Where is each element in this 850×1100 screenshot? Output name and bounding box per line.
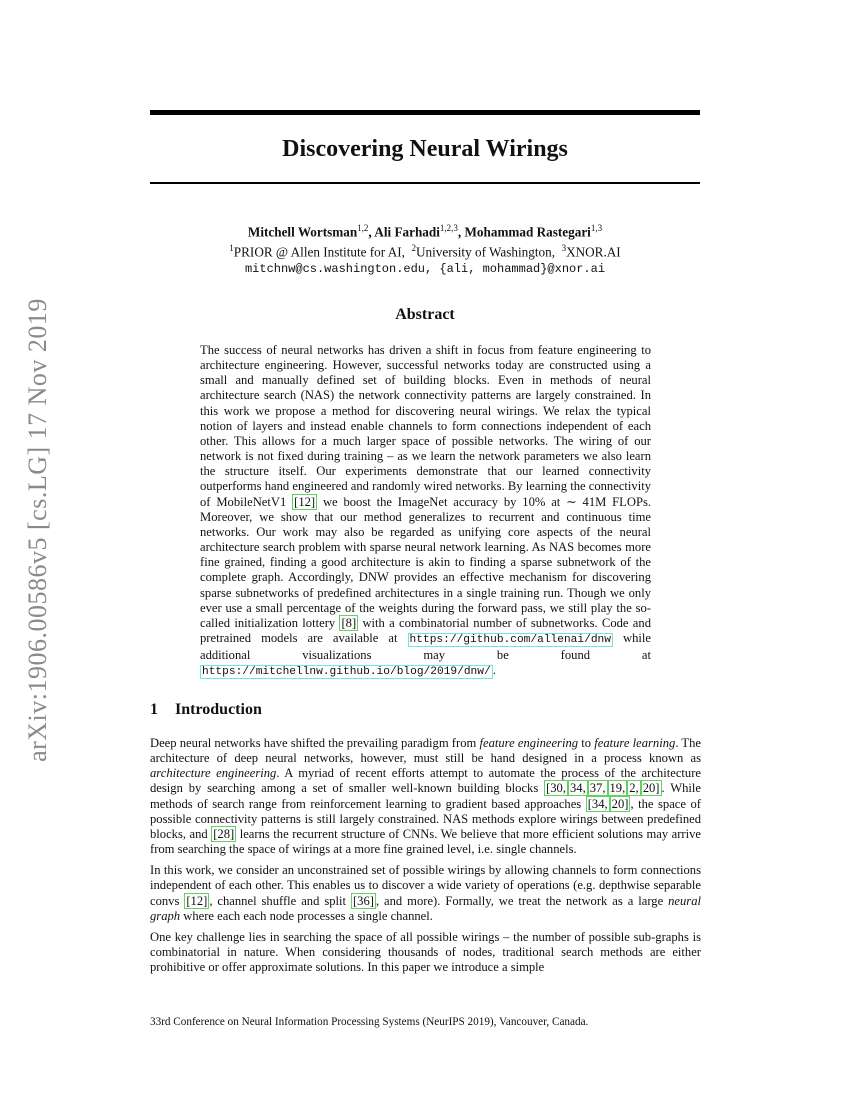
section-number: 1 [150,701,158,718]
affiliations [150,240,700,260]
citation-link[interactable]: 20] [611,796,629,811]
section-title: Introduction [175,701,262,718]
author-names: Mitchell Wortsman$^{1,2}$, Ali Farhadi$^{1,2,3}$, Mohammad Rastegari$^{1,3}$ [247,223,603,240]
citation-link[interactable]: [36] [352,893,374,908]
emphasis-text: feature engineering [479,736,579,750]
author-name: Mohammad Rastegari [464,224,591,240]
conference-footer: 33rd Conference on Neural Information Processing Systems (NeurIPS 2019), Vancouver, Canada. [150,1016,589,1028]
emphasis-text: architecture engineering [150,766,277,781]
citation-link[interactable]: 2, [629,781,639,796]
affiliation: XNOR.AI [566,244,621,260]
code-url-link[interactable]: https://github.com/allenai/dnw [409,633,611,646]
author-block [150,220,700,277]
citation-link[interactable]: [28] [213,826,235,841]
citation-link[interactable]: [34, [587,796,608,811]
body-paragraph [150,863,701,924]
abstract-text: The success of neural networks has driven a shift in focus from feature engineering to architecture engineering. However, successful networks today are constructed using a small and manually defined set of building blocks. Even in methods of neural architecture search (NAS) the network connectivity patterns are largely constrained. In this work we propose a method for discovering neural wirings. We relax the typical notion of layers and instead enable channels to form connections independent of each other. This allows for a much larger space of possible networks. The wiring of our network is not fixed during training – as we learn the network parameters we also learn the structure itself. Our experiments demonstrate that our learned connectivity outperforms hand engineered and randomly wired networks. By learning the connectivity of MobileNetV1 [200,343,651,509]
abstract-paragraph [200,343,651,680]
affiliation: University of Washington, [416,244,555,260]
affiliation-marker: 1 [229,243,234,254]
body-paragraph [150,930,701,975]
affiliation-marker: 1,2 [357,223,369,233]
citation-link[interactable]: [12] [294,494,316,509]
citation-link[interactable]: [8] [341,615,357,630]
author-emails: mitchnw@cs.washington.edu, {ali, mohammad}@xnor.ai [244,261,606,276]
citation-link[interactable]: 19, [609,781,626,796]
body-text: , and more). Formally, we treat the network as a large [375,893,669,908]
affiliation-marker: 1,3 [590,223,603,233]
abstract-text: while additional visualizations may be found at [200,630,651,663]
abstract-body [200,343,651,680]
citation-link[interactable]: 37, [589,781,606,796]
title-top-rule [150,110,700,115]
body-text: In this work, we consider an unconstrained set of possible wirings by allowing channels to form connections independent of each other. This enables us to discover a wide variety of operations (e.g. depthwise separable convs [150,863,701,908]
body-text: to [578,736,595,750]
arxiv-identifier: arXiv:1906.00586v5 [cs.LG] 17 Nov 2019 [23,298,52,762]
body-text: . The architecture of deep neural networks, however, must still be hand designed in a process known as [150,736,702,766]
abstract-text: we boost the ImageNet accuracy by 10% at ∼ 41M FLOPs. Moreover, we show that our method generalizes to recurrent and continuous time networks. Our work may also be regarded as unifying core aspects of the neural architecture search problem with sparse neural network learning. As NAS becomes more fine grained, finding a good architecture is akin to finding a sparse subnetwork of the complete graph. Accordingly, DNW provides an effective mechanism for discovering sparse subnetworks of predefined architectures in a single training run. Though we only ever use a small percentage of the weights during the forward pass, we still play the so-called initialization lottery [200,494,651,630]
introduction-body [150,736,701,981]
body-text: . A myriad of recent efforts attempt to automate the process of the architecture design by searching among a set of smaller well-known building blocks [150,766,701,796]
body-text: where each each node processes a single channel. [180,908,433,923]
author-name: Ali Farhadi [374,224,440,240]
section-heading-introduction [150,701,262,719]
abstract-text: . [492,663,496,678]
title-bottom-rule [150,182,700,184]
affiliation: PRIOR @ Allen Institute for AI, [233,244,405,260]
affiliation-marker: 1,2,3 [439,223,458,233]
emphasis-text: neural graph [150,893,702,923]
affiliation-marker: 2 [411,243,417,254]
citation-link[interactable]: [12] [186,893,208,908]
body-text: Deep neural networks have shifted the prevailing paradigm from [150,736,480,750]
body-text: learns the recurrent structure of CNNs. We believe that more efficient solutions may arrive from searching the space of wirings at a more fine grained level, i.e. single channels. [150,826,701,857]
citation-link[interactable]: 20] [642,781,660,796]
body-paragraph [150,736,701,857]
affiliation-marker: 3 [561,243,567,254]
paper-title: Discovering Neural Wirings [282,136,568,162]
blog-url-link[interactable]: https://mitchellnw.github.io/blog/2019/dnw/ [202,666,491,679]
citation-link[interactable]: 34, [570,781,586,796]
body-text: . While methods of search range from reinforcement learning to gradient based approaches [150,781,702,811]
body-text: One key challenge lies in searching the space of all possible wirings – the number of possible sub-graphs is combinatorial in nature. When considering thousands of nodes, traditional search methods are either prohibitive or offer approximate solutions. In this paper we introduce a simple [150,929,701,975]
body-text: , channel shuffle and split [209,893,351,908]
citation-link[interactable]: [30, [546,781,566,796]
author-name: Mitchell Wortsman [247,224,358,240]
body-text: , the space of possible connectivity patterns is still largely constrained. NAS methods explore wirings between predefined blocks, and [150,796,701,841]
emphasis-text: feature learning [594,736,676,750]
abstract-text: with a combinatorial number of subnetworks. Code and pretrained models are available at [200,615,651,645]
abstract-heading: Abstract [395,306,455,323]
